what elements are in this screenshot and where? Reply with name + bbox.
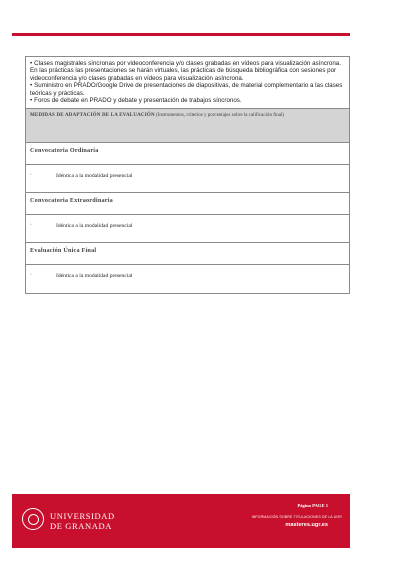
section-item-text: Idéntica a la modalidad presencial [56, 173, 133, 180]
university-name-line1: UNIVERSIDAD [50, 511, 115, 521]
bullet-icon: • [30, 97, 33, 105]
methodology-bullet-1 [30, 60, 344, 82]
content-table [25, 56, 350, 294]
list-marker: · [30, 272, 32, 279]
section-body-ordinaria [26, 165, 349, 193]
section-title-ordinaria: Convocatoria Ordinaria [26, 143, 349, 165]
evaluation-header [26, 108, 349, 143]
methodology-bullet-text: Clases magistrales síncronas por videoconferencia y/o clases grabadas en vídeos para visualización asíncrona. En las prácticas las presentaciones se harán virtuales, las prácticas de búsqueda bibliográfica con sesiones por videoconferencia y/o clases grabadas en vídeos para visualización asíncrona. [30, 60, 341, 82]
top-red-rule [12, 33, 350, 36]
section-title-extraordinaria: Convocatoria Extraordinaria [26, 193, 349, 215]
methodology-bullet-3 [30, 97, 344, 104]
methodology-bullet-text: Suministro en PRADO/Google Drive de presentaciones de diapositivas, de material complementario a las clases teóricas y prácticas. [30, 82, 343, 97]
methodology-cell [26, 57, 349, 108]
bullet-icon: • [30, 82, 33, 90]
list-marker: · [30, 172, 32, 179]
bullet-icon: • [30, 60, 33, 67]
methodology-bullet-text: Foros de debate en PRADO y debate y presentación de trabajos síncronos. [34, 97, 242, 105]
section-title-unica-final: Evaluación Única Final [26, 243, 349, 265]
section-body-unica-final [26, 265, 349, 293]
page-footer [12, 494, 350, 548]
section-body-extraordinaria [26, 215, 349, 243]
section-item-text: Idéntica a la modalidad presencial [56, 223, 133, 230]
masters-site-link[interactable]: masteres.ugr.es [285, 522, 328, 528]
university-name-line2: DE GRANADA [50, 521, 112, 531]
section-item-text: Idéntica a la modalidad presencial [56, 273, 133, 280]
evaluation-header-subtitle: (Instrumentos, criterios y porcentajes sobre la calificación final) [156, 113, 285, 119]
evaluation-header-title: MEDIDAS DE ADAPTACIÓN DE LA EVALUACIÓN [30, 113, 155, 119]
list-marker: · [30, 222, 32, 229]
university-seal-icon [22, 508, 44, 530]
titulaciones-info: INFORMACIÓN SOBRE TITULACIONES DE LA UGR [251, 515, 342, 519]
methodology-bullet-2 [30, 82, 344, 97]
page-number: Página PAGE 1 [297, 503, 328, 508]
